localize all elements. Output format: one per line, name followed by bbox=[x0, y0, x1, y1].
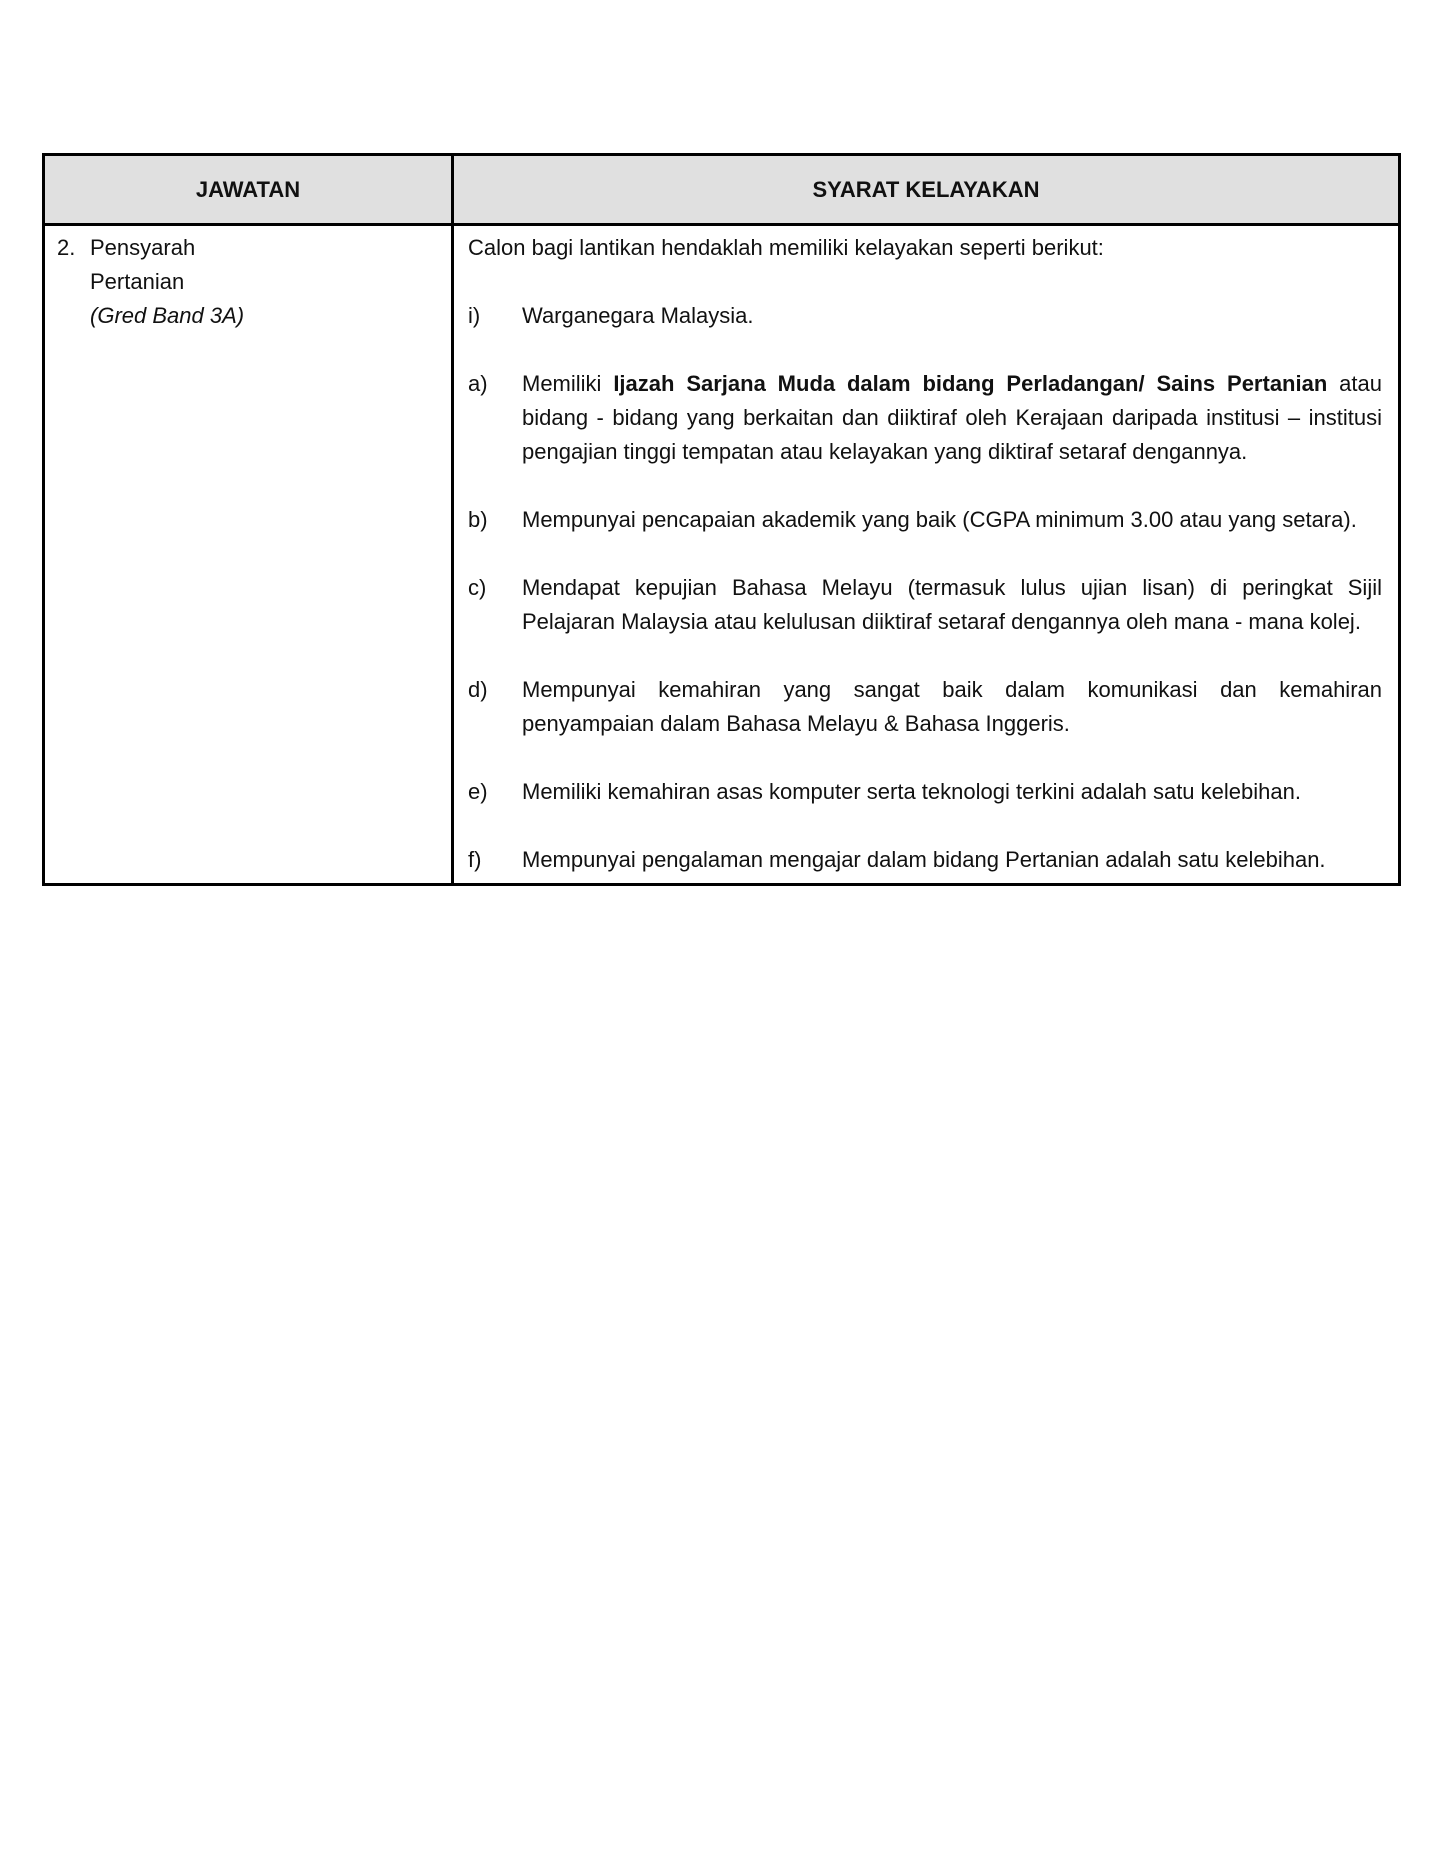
requirements-list bbox=[468, 299, 1382, 877]
requirement-marker: b) bbox=[468, 507, 488, 532]
jawatan-column-header: JAWATAN bbox=[45, 156, 454, 223]
requirement-text: Mempunyai pengalaman mengajar dalam bidang Pertanian adalah satu kelebihan. bbox=[522, 847, 1326, 872]
position-title-line1: Pensyarah bbox=[90, 235, 196, 260]
intro-text: Calon bagi lantikan hendaklah memiliki kelayakan seperti berikut: bbox=[468, 235, 1104, 260]
requirements-table bbox=[42, 153, 1401, 886]
requirement-item bbox=[468, 571, 1382, 639]
requirement-text: Warganegara Malaysia. bbox=[522, 303, 754, 328]
requirement-text: Mempunyai kemahiran yang sangat baik dalam komunikasi dan kemahiran penyampaian dalam Bahasa Melayu & Bahasa Inggeris. bbox=[522, 677, 1382, 736]
requirement-text: Memiliki Ijazah Sarjana Muda dalam bidang Perladangan/ Sains Pertanian atau bidang - bidang yang berkaitan dan diiktiraf oleh Kerajaan daripada institusi – institusi pengajian tinggi tempatan atau kelayakan yang diktiraf setaraf dengannya. bbox=[522, 371, 1382, 464]
requirement-item bbox=[468, 673, 1382, 741]
requirement-marker: i) bbox=[468, 303, 481, 328]
position-number: 2. bbox=[57, 235, 76, 260]
position-title bbox=[90, 231, 244, 333]
requirement-item bbox=[468, 299, 1382, 333]
requirement-marker: c) bbox=[468, 575, 487, 600]
requirement-marker: e) bbox=[468, 779, 488, 804]
requirement-marker: f) bbox=[468, 847, 482, 872]
requirement-text: Mendapat kepujian Bahasa Melayu (termasuk lulus ujian lisan) di peringkat Sijil Pelajaran Malaysia atau kelulusan diiktiraf setaraf dengannya oleh mana - mana kolej. bbox=[522, 575, 1382, 634]
syarat-cell bbox=[454, 226, 1398, 883]
position-grade: (Gred Band 3A) bbox=[90, 303, 245, 328]
requirement-marker: d) bbox=[468, 677, 488, 702]
requirement-marker: a) bbox=[468, 371, 488, 396]
requirement-item bbox=[468, 367, 1382, 469]
table-header-row bbox=[45, 156, 1398, 226]
requirement-item bbox=[468, 775, 1382, 809]
table-row bbox=[45, 226, 1398, 883]
jawatan-cell bbox=[45, 226, 454, 883]
syarat-column-header: SYARAT KELAYAKAN bbox=[812, 176, 1040, 202]
position-title-line2: Pertanian bbox=[90, 269, 185, 294]
requirement-item bbox=[468, 503, 1382, 537]
requirement-item bbox=[468, 843, 1382, 877]
requirement-text: Mempunyai pencapaian akademik yang baik (CGPA minimum 3.00 atau yang setara). bbox=[522, 507, 1357, 532]
requirement-text: Memiliki kemahiran asas komputer serta teknologi terkini adalah satu kelebihan. bbox=[522, 779, 1301, 804]
position-entry bbox=[57, 231, 443, 333]
